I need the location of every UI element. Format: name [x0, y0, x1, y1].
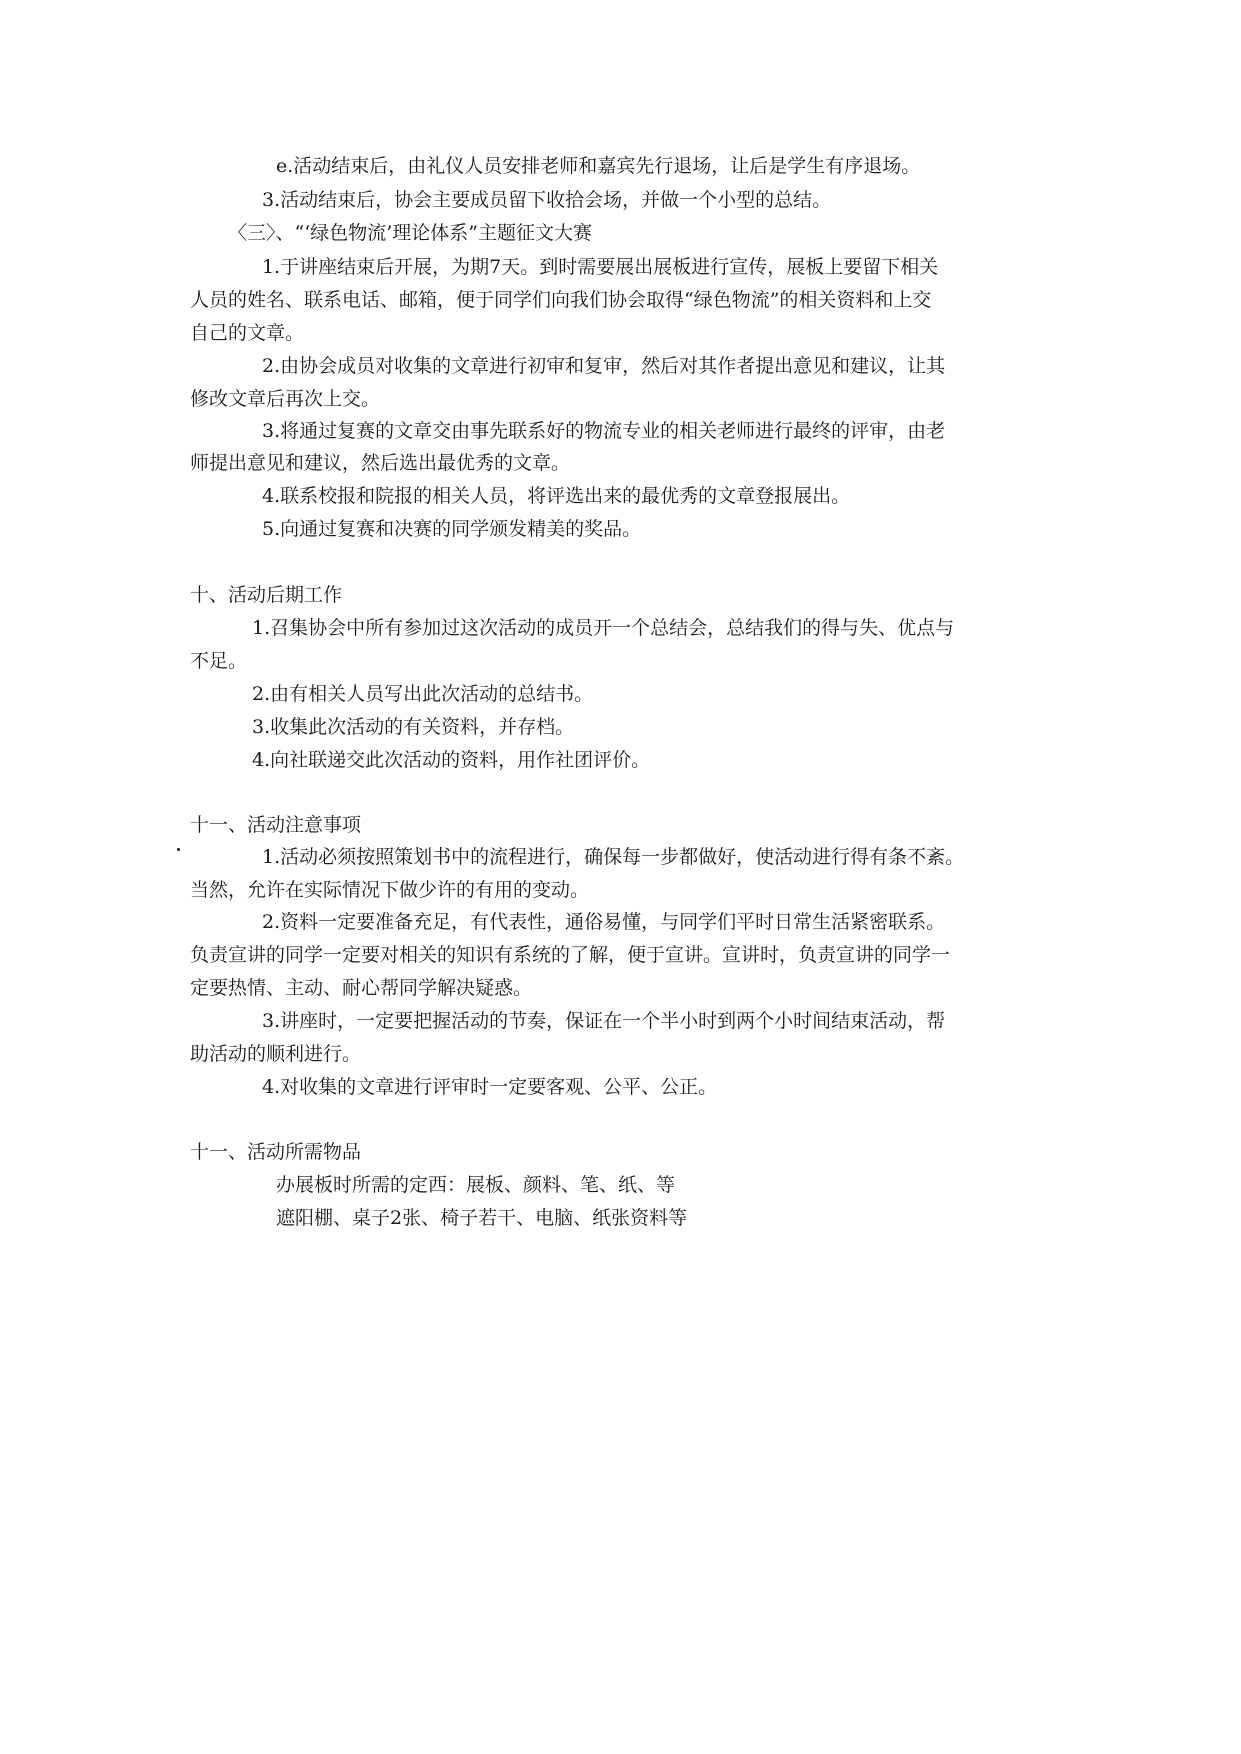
section-heading: 十一、活动注意事项 [190, 814, 362, 836]
section-heading: 十一、活动所需物品 [190, 1141, 362, 1163]
text-line: 2.资料一定要准备充足，有代表性，通俗易懂，与同学们平时日常生活紧密联系。 [262, 911, 946, 933]
text-line: 遮阳棚、桌子2张、椅子若干、电脑、纸张资料等 [276, 1207, 688, 1229]
text-line: 3.将通过复赛的文章交由事先联系好的物流专业的相关老师进行最终的评审，由老 [262, 420, 946, 442]
text-line: 1.于讲座结束后开展，为期7天。到时需要展出展板进行宣传，展板上要留下相关 [262, 256, 939, 278]
text-line: 人员的姓名、联系电话、邮箱，便于同学们向我们协会取得“绿色物流”的相关资料和上交 [190, 289, 932, 311]
text-line: 办展板时所需的定西：展板、颜料、笔、纸、等 [276, 1174, 676, 1196]
stray-dot [177, 848, 180, 851]
text-line: 1.活动必须按照策划书中的流程进行，确保每一步都做好，使活动进行得有条不紊。 [262, 846, 965, 868]
text-line: 负责宣讲的同学一定要对相关的知识有系统的了解，便于宣讲。宣讲时，负责宣讲的同学一 [190, 944, 951, 966]
text-line: 3.收集此次活动的有关资料，并存档。 [252, 716, 575, 738]
text-line: 5.向通过复赛和决赛的同学颁发精美的奖品。 [262, 518, 642, 540]
text-line: 修改文章后再次上交。 [190, 388, 381, 410]
section-heading: 〈三〉、“‘绿色物流’理论体系”主题征文大赛 [228, 222, 593, 244]
text-line: 不足。 [190, 650, 248, 672]
text-line: 3.活动结束后，协会主要成员留下收拾会场，并做一个小型的总结。 [262, 189, 832, 211]
text-line: 4.对收集的文章进行评审时一定要客观、公平、公正。 [262, 1076, 718, 1098]
text-line: 3.讲座时，一定要把握活动的节奏，保证在一个半小时到两个小时间结束活动，帮 [262, 1010, 946, 1032]
text-line: 2.由有相关人员写出此次活动的总结书。 [252, 683, 594, 705]
text-line: 1.召集协会中所有参加过这次活动的成员开一个总结会，总结我们的得与失、优点与 [252, 617, 955, 639]
text-line: 定要热情、主动、耐心帮同学解决疑惑。 [190, 977, 533, 999]
text-line: 2.由协会成员对收集的文章进行初审和复审，然后对其作者提出意见和建议，让其 [262, 355, 946, 377]
text-line: 4.联系校报和院报的相关人员，将评选出来的最优秀的文章登报展出。 [262, 485, 851, 507]
text-line: 当然，允许在实际情况下做少许的有用的变动。 [190, 879, 590, 901]
text-line: 自己的文章。 [190, 322, 305, 344]
text-line: 4.向社联递交此次活动的资料，用作社团评价。 [252, 749, 651, 771]
section-heading: 十、活动后期工作 [190, 584, 343, 606]
text-line: e.活动结束后，由礼仪人员安排老师和嘉宾先行退场，让后是学生有序退场。 [276, 155, 921, 177]
text-line: 师提出意见和建议，然后选出最优秀的文章。 [190, 452, 571, 474]
text-line: 助活动的顺利进行。 [190, 1043, 362, 1065]
